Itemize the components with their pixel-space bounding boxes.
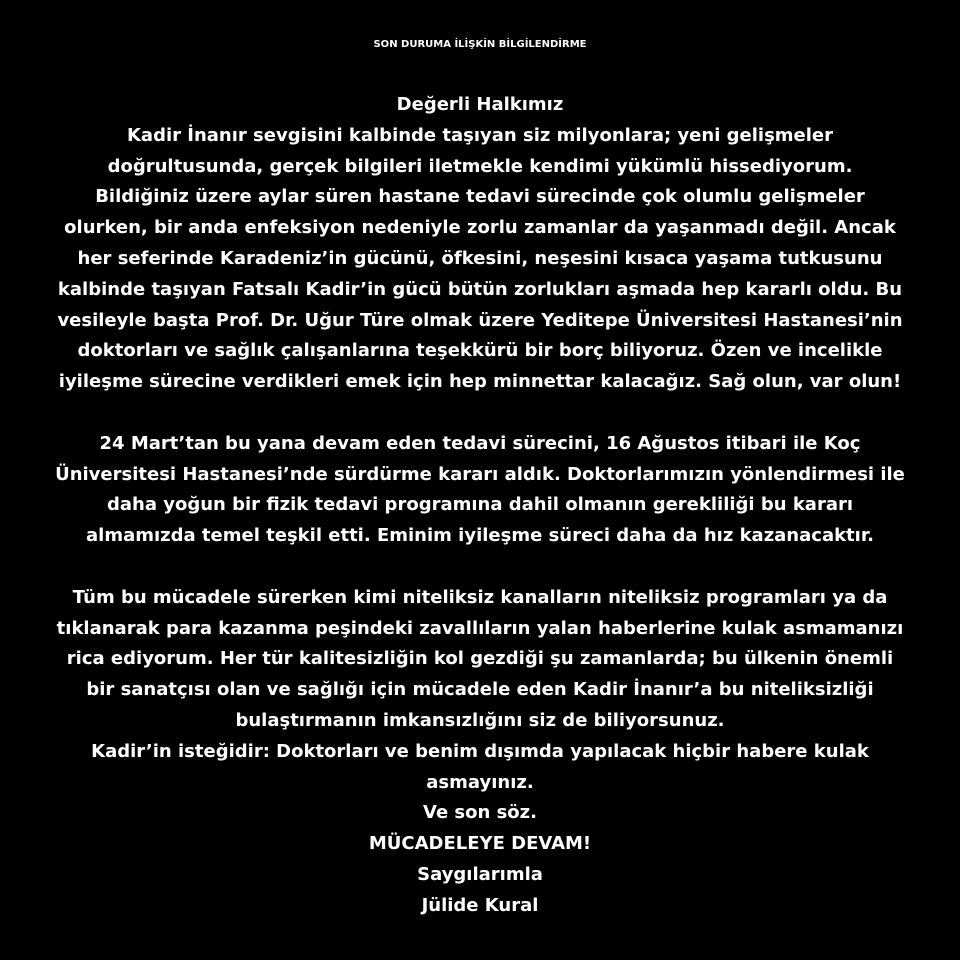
- text-line: doğrultusunda, gerçek bilgileri iletmekle kendimi yükümlü hissediyorum.: [107, 155, 853, 177]
- text-line: kalbinde taşıyan Fatsalı Kadir’in gücü bütün zorlukları aşmada hep kararlı oldu. Bu: [57, 278, 903, 300]
- text-line: rica ediyorum. Her tür kalitesizliğin kol gezdiği şu zamanlarda; bu ülkenin önemli: [66, 648, 894, 670]
- salutation: Değerli Halkımız: [396, 94, 564, 115]
- paragraph-gap: [40, 552, 920, 583]
- text-line: Kadir İnanır sevgisini kalbinde taşıyan siz milyonlara; yeni gelişmeler: [126, 124, 834, 146]
- text-line: iyileşme sürecine verdikleri emek için hep minnettar kalacağız. Sağ olun, var olun!: [58, 371, 902, 393]
- text-line: Tüm bu mücadele sürerken kimi niteliksiz kanalların niteliksiz programları ya da: [72, 586, 888, 608]
- text-line: vesileyle başta Prof. Dr. Uğur Türe olmak üzere Yeditepe Üniversitesi Hastanesi’nin: [57, 309, 903, 331]
- text-line: olurken, bir anda enfeksiyon nedeniyle zorlu zamanlar da yaşanmadı değil. Ancak: [64, 217, 896, 239]
- paragraph-2: [40, 429, 920, 552]
- text-line: bir sanatçısı olan ve sağlığı için mücadele eden Kadir İnanır’a bu niteliksizliği: [86, 679, 874, 701]
- text-line: Bildiğiniz üzere aylar süren hastane tedavi sürecinde çok olumlu gelişmeler: [95, 186, 865, 208]
- text-line: Kadir’in isteğidir: Doktorları ve benim dışımda yapılacak hiçbir habere kulak: [91, 740, 869, 762]
- paragraph-3: [40, 583, 920, 799]
- text-line: Üniversitesi Hastanesi’nde sürdürme kararı aldık. Doktorlarımızın yönlendirmesi ile: [55, 463, 905, 485]
- paragraph-1: [40, 121, 920, 398]
- text-line: tıklanarak para kazanma peşindeki zavallıların yalan haberlerine kulak asmamanızı: [56, 617, 904, 639]
- closing-slogan: MÜCADELEYE DEVAM!: [368, 833, 592, 855]
- statement-body: [40, 90, 920, 922]
- paragraph-gap: [40, 398, 920, 429]
- closing-line: Ve son söz.: [423, 802, 537, 824]
- closing-regards: Saygılarımla: [417, 863, 543, 885]
- signature-name: Jülide Kural: [421, 894, 539, 916]
- text-line: bulaştırmanın imkansızlığını siz de biliyorsunuz.: [235, 709, 725, 731]
- text-line: almamızda temel teşkil etti. Eminim iyileşme süreci daha da hız kazanacaktır.: [86, 525, 874, 547]
- text-line: asmayınız.: [426, 771, 534, 793]
- text-line: doktorları ve sağlık çalışanlarına teşekkürü bir borç biliyoruz. Özen ve incelikle: [77, 340, 883, 362]
- text-line: 24 Mart’tan bu yana devam eden tedavi sürecini, 16 Ağustos itibari ile Koç: [99, 432, 861, 454]
- text-line: daha yoğun bir fizik tedavi programına dahil olmanın gerekliliği bu kararı: [106, 494, 854, 516]
- statement-title: SON DURUMA İLİŞKİN BİLGİLENDİRME: [373, 39, 587, 50]
- closing: [40, 798, 920, 921]
- text-line: her seferinde Karadeniz’in gücünü, öfkesini, neşesini kısaca yaşama tutkusunu: [77, 247, 883, 269]
